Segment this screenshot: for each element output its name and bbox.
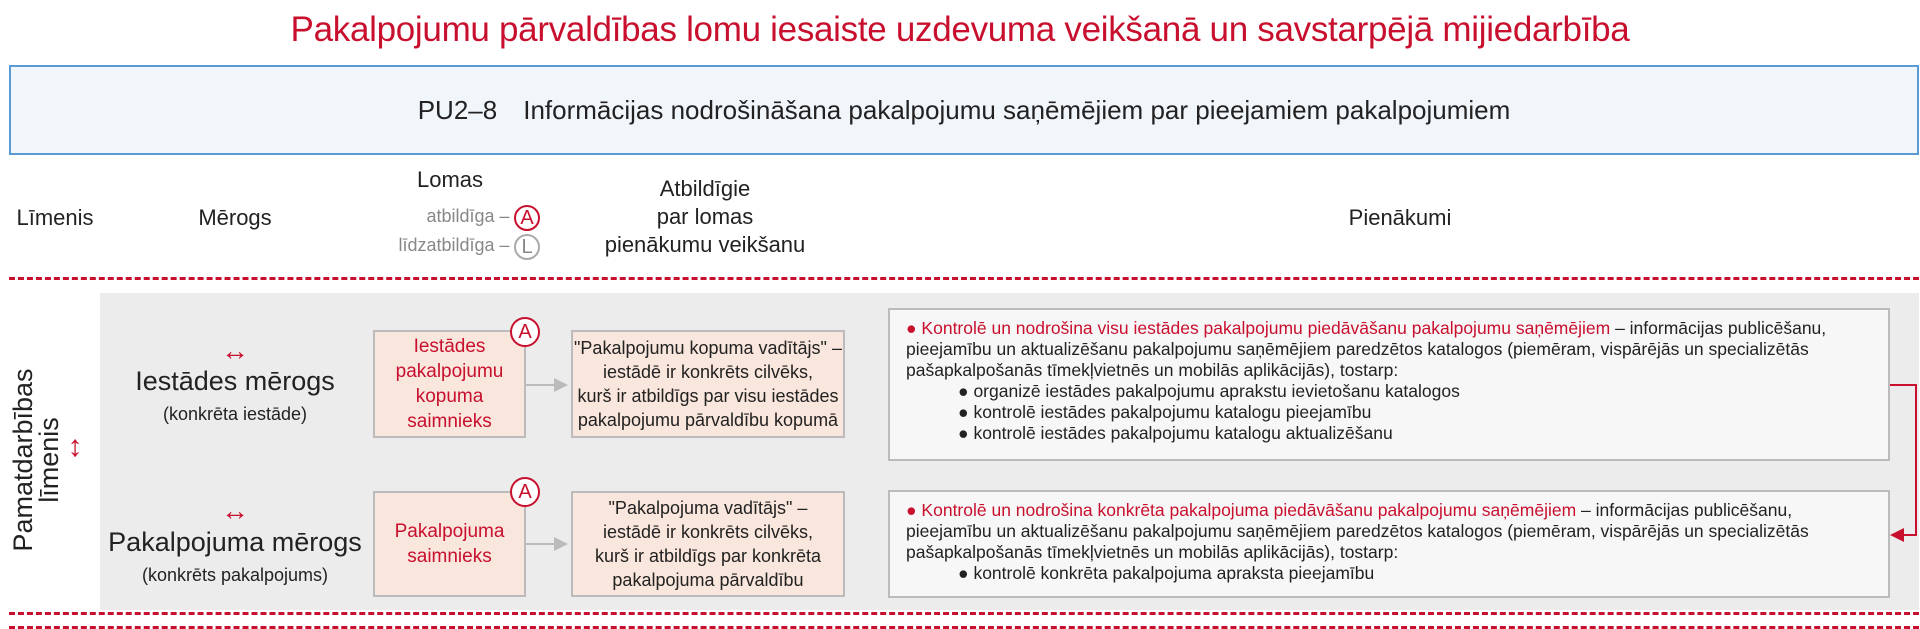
task-name: Informācijas nodrošināšana pakalpojumu saņēmējiem par pieejamiem pakalpojumiem <box>523 94 1511 125</box>
duty-text: – informācijas publicēšanu, pieejamību un aktualizēšanu pakalpojumu saņēmējiem paredzētos katalogos (piemēram, vispārējās un specializētās pašapkalpošanās tīmekļvietnēs un mobilās aplikācijās), tostarp: <box>906 318 1827 380</box>
resp-line: "Pakalpojumu kopuma vadītājs" – <box>574 338 842 358</box>
role-line: Iestādes <box>413 336 486 357</box>
header-duties: Pienākumi <box>1348 205 1452 230</box>
flow-arrow-icon <box>526 534 570 554</box>
flow-arrow-icon <box>526 375 570 395</box>
resp-line: "Pakalpojuma vadītājs" – <box>608 498 808 518</box>
horizontal-arrow-icon: ↔ <box>221 335 249 366</box>
separator-top <box>9 277 1919 280</box>
responsible-badge-icon: A <box>510 317 540 347</box>
duty-item: ● kontrolē iestādes pakalpojumu katalogu aktualizēšanu <box>958 423 1872 444</box>
header-level: Līmenis <box>16 205 94 230</box>
resp-line: iestādē ir konkrēts cilvēks, <box>602 362 814 382</box>
resp-line: kurš ir atbildīgs par konkrēta <box>594 546 822 566</box>
responsible-badge-icon: A <box>514 205 540 231</box>
duty-lead: ● Kontrolē un nodrošina konkrēta pakalpojuma piedāvāšanu pakalpojumu saņēmējiem <box>906 500 1577 520</box>
role-line: kopuma <box>415 386 484 407</box>
responsible-badge-icon: A <box>510 477 540 507</box>
role-line: pakalpojumu <box>395 361 504 382</box>
scale-name-service: Pakalpojuma mērogs <box>108 527 362 557</box>
role-box-institution <box>373 330 526 438</box>
task-code: PU2–8 <box>417 94 498 125</box>
header-roles: Lomas <box>416 167 484 192</box>
role-line: Pakalpojuma <box>394 521 505 542</box>
resp-line: iestādē ir konkrēts cilvēks, <box>602 522 814 542</box>
duty-box-institution <box>888 308 1890 461</box>
duty-item: ● kontrolē konkrēta pakalpojuma apraksta pieejamību <box>958 563 1872 584</box>
scale-name-institution: Iestādes mērogs <box>135 366 335 396</box>
resp-line: kurš ir atbildīgs par visu iestādes <box>577 386 839 406</box>
role-box-service <box>373 491 526 597</box>
responsible-box-service <box>571 491 845 597</box>
duty-text: – informācijas publicēšanu, pieejamību un aktualizēšanu pakalpojumu saņēmējiem paredzētos katalogos (piemēram, vispārējās un specializētās pašapkalpošanās tīmekļvietnēs un mobilās aplikācijās), tostarp: <box>906 500 1809 562</box>
vertical-arrow-icon: ↕ <box>67 430 83 463</box>
header-responsible-line3: pienākumu veikšanu <box>604 232 806 257</box>
legend-responsible <box>330 205 540 231</box>
coresponsible-badge-icon: L <box>514 234 540 260</box>
scale-sub-service: (konkrēts pakalpojums) <box>141 565 329 585</box>
resp-line: pakalpojumu pārvaldību kopumā <box>577 410 839 430</box>
duty-item: ● organizē iestādes pakalpojumu aprakstu ievietošanu katalogos <box>958 381 1872 402</box>
task-box <box>9 65 1919 155</box>
level-label-line1: Pamatdarbības <box>8 368 38 552</box>
legend-responsible-label: atbildīga – <box>426 206 510 227</box>
role-line: saimnieks <box>407 411 492 432</box>
duty-box-service <box>888 490 1890 598</box>
scale-sub-institution: (konkrēta iestāde) <box>162 404 308 424</box>
header-responsible-line2: par lomas <box>656 204 754 229</box>
separator-bottom-visible <box>9 612 1919 615</box>
header-scale: Mērogs <box>198 205 272 230</box>
legend-coresponsible-label: līdzatbildīga – <box>398 235 510 256</box>
responsible-box-institution <box>571 330 845 438</box>
level-label-line2: līmenis <box>34 417 64 503</box>
duty-item: ● kontrolē iestādes pakalpojumu katalogu pieejamību <box>958 402 1872 423</box>
legend-coresponsible <box>330 234 540 260</box>
duty-list <box>906 381 1872 444</box>
duty-connector-icon <box>1888 375 1920 545</box>
role-line: saimnieks <box>407 546 492 567</box>
diagram-title: Pakalpojumu pārvaldības lomu iesaiste uzdevuma veikšanā un savstarpējā mijiedarbība <box>290 10 1630 49</box>
duty-list <box>906 563 1872 584</box>
header-responsible-line1: Atbildīgie <box>659 176 751 201</box>
resp-line: pakalpojuma pārvaldību <box>612 570 804 590</box>
header-responsible <box>590 175 820 259</box>
horizontal-arrow-icon: ↔ <box>221 495 249 526</box>
duty-lead: ● Kontrolē un nodrošina visu iestādes pakalpojumu piedāvāšanu pakalpojumu saņēmējiem <box>906 318 1611 338</box>
